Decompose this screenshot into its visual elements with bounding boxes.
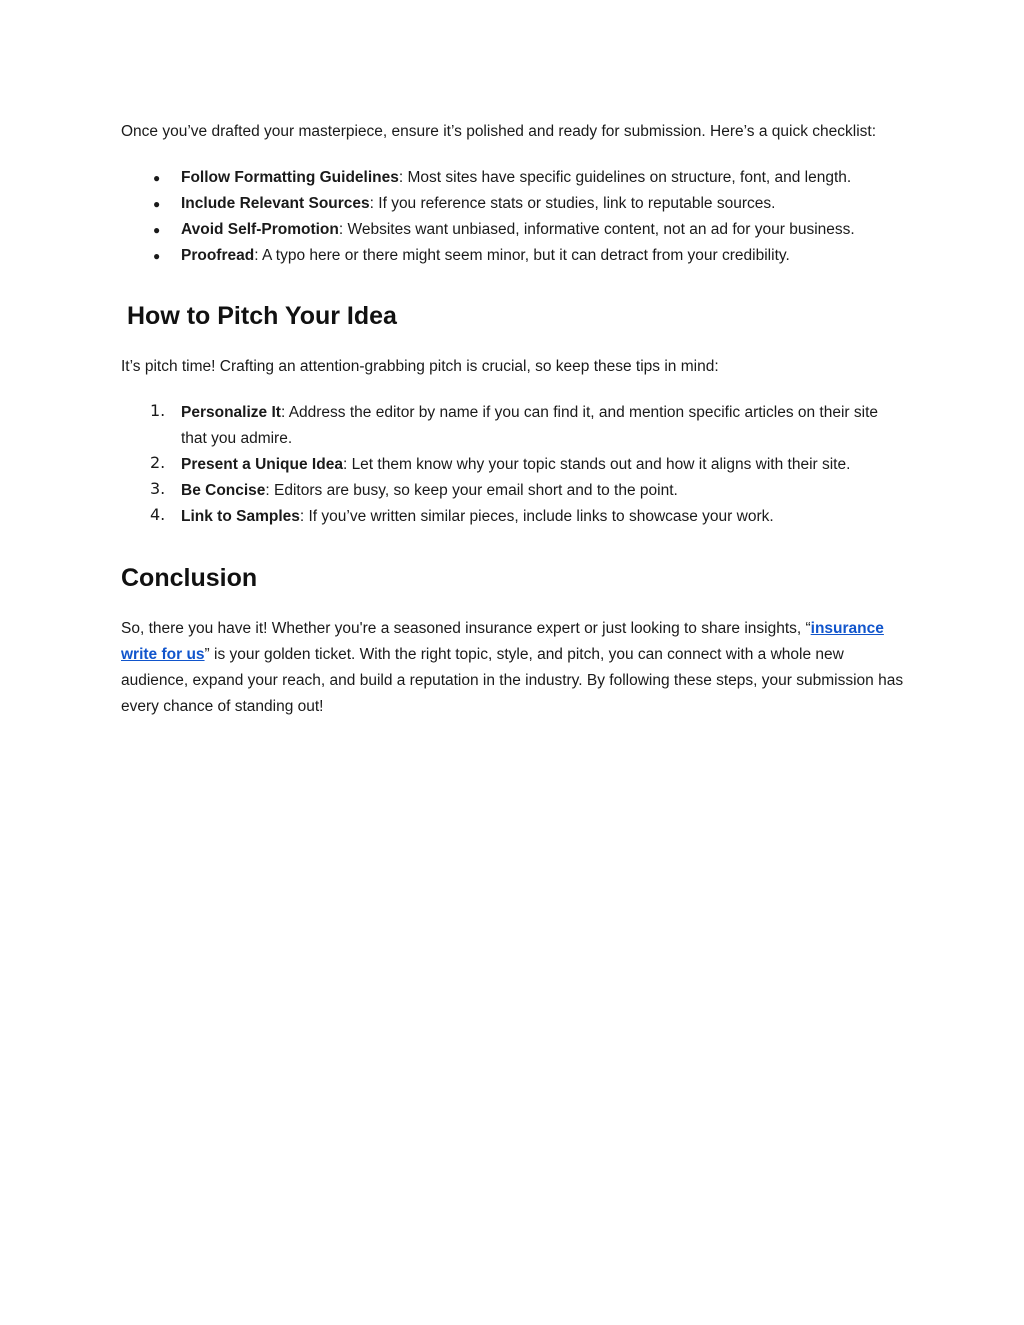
pitch-tip-title: Be Concise bbox=[181, 482, 266, 499]
submission-checklist bbox=[121, 165, 906, 269]
list-number: 3. bbox=[150, 479, 166, 498]
pitch-intro-paragraph: It’s pitch time! Crafting an attention-grabbing pitch is crucial, so keep these tips in mind: bbox=[121, 358, 719, 375]
pitch-tip-text: : Editors are busy, so keep your email short and to the point. bbox=[265, 482, 678, 499]
pitch-tip-item bbox=[121, 452, 906, 478]
list-number: 4. bbox=[150, 505, 166, 524]
document-page bbox=[121, 119, 906, 720]
pitch-tips-list bbox=[121, 400, 906, 530]
bullet-icon: ● bbox=[153, 223, 161, 237]
checklist-item-text: : If you reference stats or studies, link to reputable sources. bbox=[369, 195, 776, 212]
pitch-tip-item bbox=[121, 504, 906, 530]
pitch-tip-title: Link to Samples bbox=[181, 508, 300, 525]
checklist-item-title: Follow Formatting Guidelines bbox=[181, 169, 399, 186]
pitch-tip-title: Personalize It bbox=[181, 404, 281, 421]
bullet-icon: ● bbox=[153, 249, 161, 263]
pitch-tip-text: : Address the editor by name if you can find it, and mention specific articles on their site that you admire. bbox=[181, 404, 878, 447]
checklist-item-text: : A typo here or there might seem minor, but it can detract from your credibility. bbox=[254, 247, 790, 264]
pitch-heading: How to Pitch Your Idea bbox=[127, 302, 397, 330]
pitch-tip-item bbox=[121, 400, 906, 452]
checklist-item-title: Proofread bbox=[181, 247, 255, 264]
list-number: 2. bbox=[150, 453, 166, 472]
checklist-item-title: Avoid Self-Promotion bbox=[181, 221, 339, 238]
pitch-tip-text: : If you’ve written similar pieces, include links to showcase your work. bbox=[299, 508, 774, 525]
checklist-item bbox=[121, 243, 906, 269]
bullet-icon: ● bbox=[153, 171, 161, 185]
bullet-icon: ● bbox=[153, 197, 161, 211]
checklist-item bbox=[121, 217, 906, 243]
checklist-item-text: : Websites want unbiased, informative content, not an ad for your business. bbox=[338, 221, 855, 238]
conclusion-text-after: ” is your golden ticket. With the right topic, style, and pitch, you can connect with a whole new audience, expand your reach, and build a reputation in the industry. By following these steps, your submission has every chance of standing out! bbox=[121, 646, 904, 715]
pitch-tip-item bbox=[121, 478, 906, 504]
conclusion-heading: Conclusion bbox=[121, 564, 258, 592]
pitch-tip-title: Present a Unique Idea bbox=[181, 456, 343, 473]
checklist-item-title: Include Relevant Sources bbox=[181, 195, 370, 212]
pitch-tip-text: : Let them know why your topic stands out and how it aligns with their site. bbox=[342, 456, 851, 473]
list-number: 1. bbox=[150, 401, 166, 420]
checklist-item bbox=[121, 191, 906, 217]
checklist-item-text: : Most sites have specific guidelines on structure, font, and length. bbox=[398, 169, 852, 186]
intro-paragraph: Once you’ve drafted your masterpiece, ensure it’s polished and ready for submission. Here’s a quick checklist: bbox=[121, 123, 876, 140]
conclusion-text-before: So, there you have it! Whether you're a seasoned insurance expert or just looking to share insights, “ bbox=[121, 620, 811, 637]
checklist-item bbox=[121, 165, 906, 191]
insurance-write-for-us-link[interactable]: insurance write for us bbox=[121, 620, 884, 663]
conclusion-paragraph bbox=[121, 616, 906, 720]
